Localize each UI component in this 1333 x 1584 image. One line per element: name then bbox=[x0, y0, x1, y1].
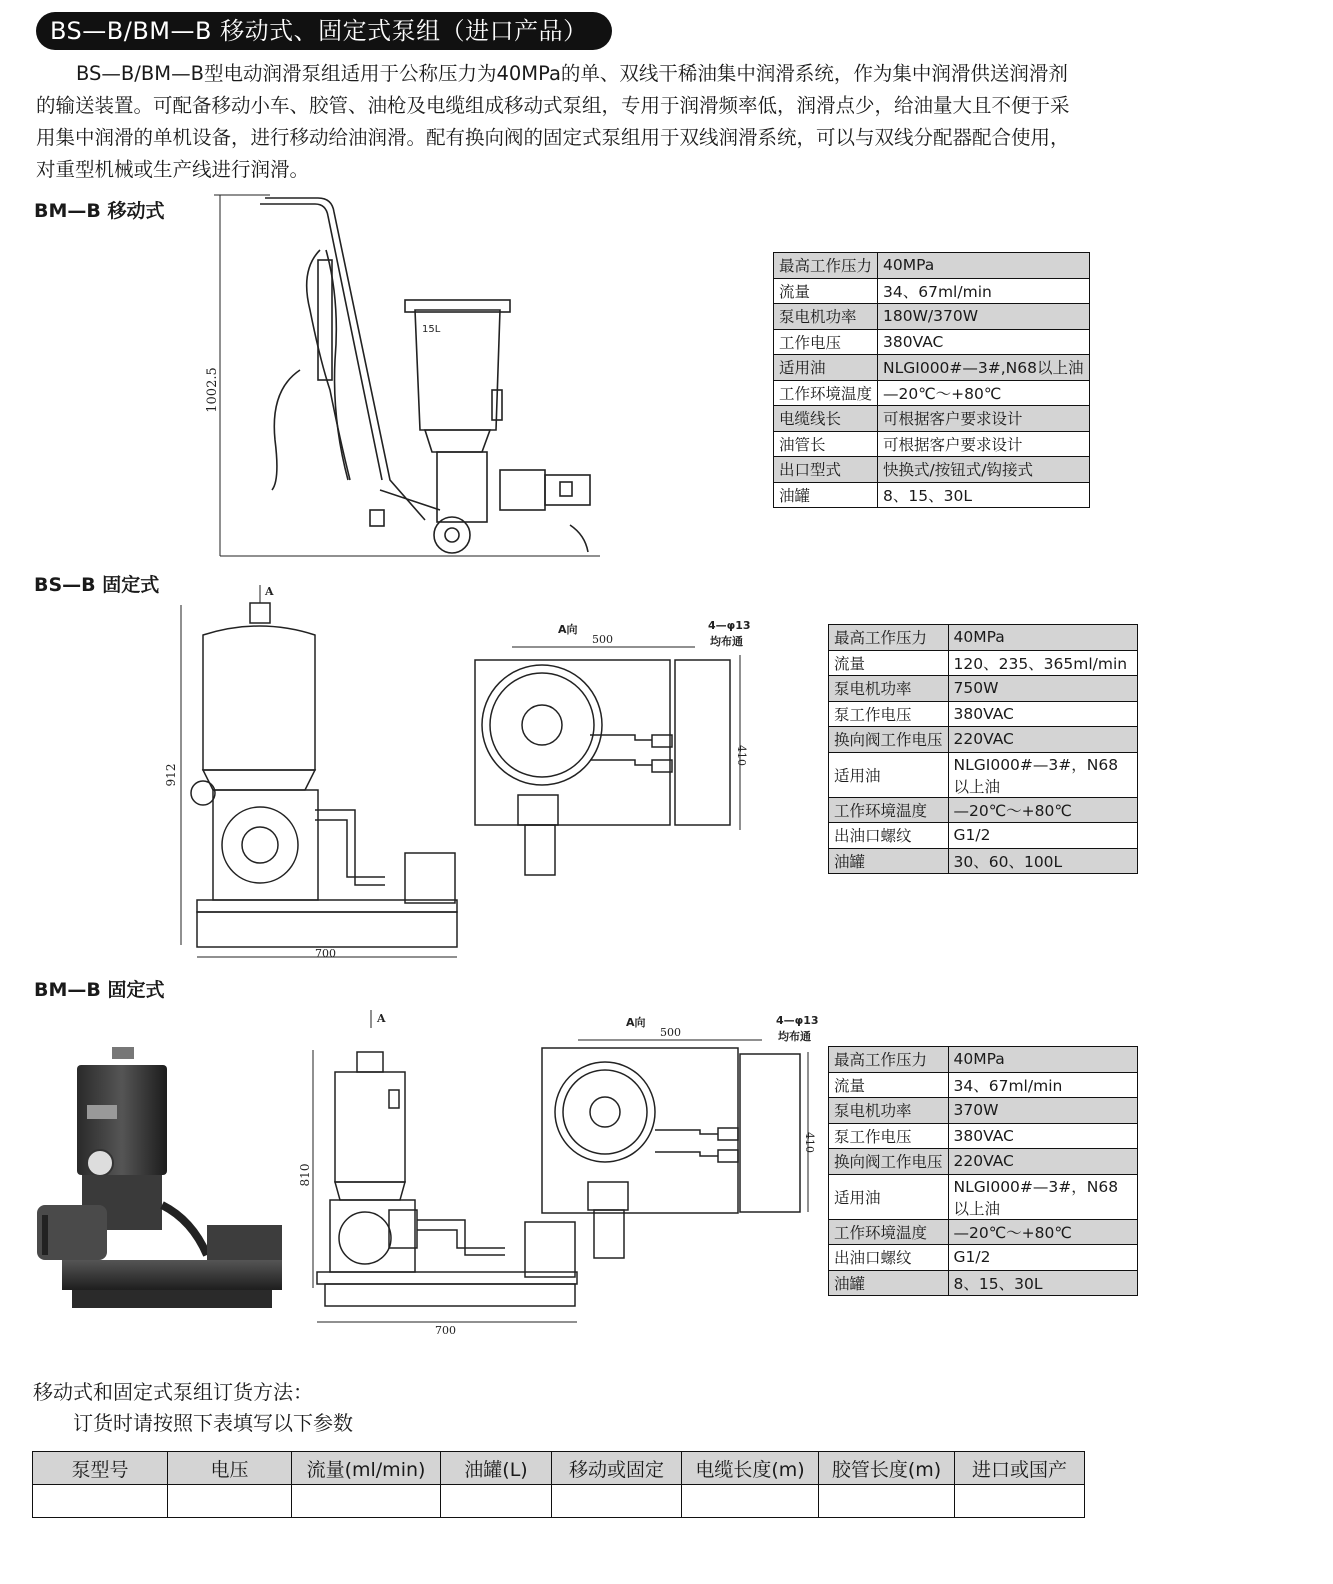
bm-adir-label: A向 bbox=[626, 1016, 646, 1029]
spec-key: 换向阀工作电压 bbox=[829, 1149, 949, 1175]
spec-row bbox=[774, 253, 1090, 279]
section-heading-bm-fixed: BM—B 固定式 bbox=[34, 979, 165, 1001]
spec-key: 油罐 bbox=[829, 848, 949, 874]
order-input-cell[interactable] bbox=[552, 1485, 682, 1518]
spec-key: 换向阀工作电压 bbox=[829, 727, 949, 753]
spec-key: 最高工作压力 bbox=[829, 1047, 949, 1073]
spec-key: 泵工作电压 bbox=[829, 701, 949, 727]
spec-key: 出油口螺纹 bbox=[829, 823, 949, 849]
order-column-header: 胶管长度(m) bbox=[819, 1452, 955, 1485]
spec-value: —20℃～+80℃ bbox=[948, 1219, 1137, 1245]
spec-key: 出油口螺纹 bbox=[829, 1245, 949, 1271]
spec-row bbox=[774, 482, 1090, 508]
spec-row bbox=[829, 1270, 1138, 1296]
bm-holes2-label: 均布通 bbox=[778, 1030, 811, 1043]
spec-row bbox=[829, 701, 1138, 727]
spec-value: 可根据客户要求设计 bbox=[878, 431, 1089, 457]
spec-key: 适用油 bbox=[774, 355, 878, 381]
order-heading: 移动式和固定式泵组订货方法： bbox=[33, 1380, 313, 1404]
bm-mobile-drawing bbox=[200, 190, 620, 560]
spec-value: 40MPa bbox=[948, 1047, 1137, 1073]
order-input-cell[interactable] bbox=[819, 1485, 955, 1518]
spec-value: 370W bbox=[948, 1098, 1137, 1124]
spec-key: 工作电压 bbox=[774, 329, 878, 355]
spec-value: NLGI000#—3#，N68以上油 bbox=[948, 1174, 1137, 1219]
spec-row bbox=[774, 457, 1090, 483]
spec-row bbox=[829, 1245, 1138, 1271]
spec-value: 34、67ml/min bbox=[948, 1072, 1137, 1098]
spec-value: 220VAC bbox=[948, 1149, 1137, 1175]
bm-height-label: 810 bbox=[298, 1163, 312, 1187]
spec-value: 380VAC bbox=[878, 329, 1089, 355]
bm-width-label: 700 bbox=[435, 1324, 456, 1337]
spec-row bbox=[774, 355, 1090, 381]
spec-table-bm-fixed bbox=[828, 1046, 1138, 1296]
spec-key: 最高工作压力 bbox=[774, 253, 878, 279]
order-input-cell[interactable] bbox=[33, 1485, 168, 1518]
order-input-cell[interactable] bbox=[168, 1485, 292, 1518]
spec-value: —20℃～+80℃ bbox=[948, 797, 1137, 823]
spec-table-bm-mobile bbox=[773, 252, 1090, 508]
spec-key: 油罐 bbox=[829, 1270, 949, 1296]
spec-key: 流量 bbox=[774, 278, 878, 304]
spec-row bbox=[829, 650, 1138, 676]
spec-value: 40MPa bbox=[948, 625, 1137, 651]
section-heading-bs-fixed: BS—B 固定式 bbox=[34, 574, 160, 596]
bs-holes-label: 4—φ13 bbox=[708, 619, 751, 632]
order-column-header: 电缆长度(m) bbox=[682, 1452, 819, 1485]
bm-span-label: 500 bbox=[660, 1026, 681, 1039]
order-column-header: 油罐(L) bbox=[441, 1452, 552, 1485]
spec-row bbox=[829, 1149, 1138, 1175]
spec-value: —20℃～+80℃ bbox=[878, 380, 1089, 406]
spec-row bbox=[829, 1098, 1138, 1124]
spec-value: 8、15、30L bbox=[878, 482, 1089, 508]
bm-fixed-top-drawing bbox=[540, 1012, 830, 1272]
spec-row bbox=[829, 676, 1138, 702]
spec-value: NLGI000#—3#,N68以上油 bbox=[878, 355, 1089, 381]
page-title: BS—B/BM—B 移动式、固定式泵组（进口产品） bbox=[36, 12, 612, 50]
spec-value: 180W/370W bbox=[878, 304, 1089, 330]
spec-key: 适用油 bbox=[829, 752, 949, 797]
spec-row bbox=[829, 797, 1138, 823]
spec-value: 380VAC bbox=[948, 701, 1137, 727]
spec-value: 380VAC bbox=[948, 1123, 1137, 1149]
bs-depth-label: 410 bbox=[735, 745, 748, 766]
bs-span-label: 500 bbox=[592, 633, 613, 646]
spec-key: 流量 bbox=[829, 1072, 949, 1098]
spec-row bbox=[829, 1219, 1138, 1245]
order-column-header: 电压 bbox=[168, 1452, 292, 1485]
spec-key: 油管长 bbox=[774, 431, 878, 457]
order-input-cell[interactable] bbox=[955, 1485, 1085, 1518]
spec-value: NLGI000#—3#，N68以上油 bbox=[948, 752, 1137, 797]
spec-key: 适用油 bbox=[829, 1174, 949, 1219]
spec-key: 泵电机功率 bbox=[829, 1098, 949, 1124]
bs-adir-label: A向 bbox=[558, 623, 578, 636]
spec-key: 工作环境温度 bbox=[774, 380, 878, 406]
order-column-header: 进口或国产 bbox=[955, 1452, 1085, 1485]
spec-row bbox=[829, 1072, 1138, 1098]
spec-key: 泵工作电压 bbox=[829, 1123, 949, 1149]
dim-height-label: 1002.5 bbox=[205, 367, 220, 413]
bm-a-label: A bbox=[377, 1012, 386, 1025]
spec-value: 34、67ml/min bbox=[878, 278, 1089, 304]
spec-row bbox=[774, 304, 1090, 330]
spec-row bbox=[829, 1174, 1138, 1219]
spec-key: 油罐 bbox=[774, 482, 878, 508]
spec-value: 快换式/按钮式/钩接式 bbox=[878, 457, 1089, 483]
bs-a-label: A bbox=[265, 585, 274, 598]
section-heading-bm-mobile: BM—B 移动式 bbox=[34, 200, 165, 222]
order-input-cell[interactable] bbox=[292, 1485, 441, 1518]
bs-fixed-top-drawing bbox=[470, 615, 760, 885]
spec-key: 泵电机功率 bbox=[829, 676, 949, 702]
bs-height-label: 912 bbox=[164, 763, 178, 787]
spec-value: 120、235、365ml/min bbox=[948, 650, 1137, 676]
spec-value: 40MPa bbox=[878, 253, 1089, 279]
spec-value: 可根据客户要求设计 bbox=[878, 406, 1089, 432]
spec-row bbox=[774, 431, 1090, 457]
order-column-header: 移动或固定 bbox=[552, 1452, 682, 1485]
spec-value: 220VAC bbox=[948, 727, 1137, 753]
spec-key: 电缆线长 bbox=[774, 406, 878, 432]
spec-key: 泵电机功率 bbox=[774, 304, 878, 330]
spec-key: 流量 bbox=[829, 650, 949, 676]
spec-table-bs-fixed bbox=[828, 624, 1138, 874]
spec-value: G1/2 bbox=[948, 1245, 1137, 1271]
spec-value: 8、15、30L bbox=[948, 1270, 1137, 1296]
bs-holes2-label: 均布通 bbox=[710, 635, 743, 648]
spec-key: 工作环境温度 bbox=[829, 797, 949, 823]
bs-width-label: 700 bbox=[315, 947, 336, 960]
spec-row bbox=[829, 625, 1138, 651]
order-input-cell[interactable] bbox=[682, 1485, 819, 1518]
spec-row bbox=[829, 1123, 1138, 1149]
bm-fixed-product-photo bbox=[32, 1045, 287, 1310]
spec-row bbox=[829, 1047, 1138, 1073]
bs-fixed-front-drawing bbox=[165, 585, 465, 960]
spec-value: 750W bbox=[948, 676, 1137, 702]
spec-value: 30、60、100L bbox=[948, 848, 1137, 874]
spec-key: 工作环境温度 bbox=[829, 1219, 949, 1245]
spec-key: 最高工作压力 bbox=[829, 625, 949, 651]
order-column-header: 泵型号 bbox=[33, 1452, 168, 1485]
order-subheading: 订货时请按照下表填写以下参数 bbox=[73, 1411, 353, 1435]
spec-row bbox=[774, 380, 1090, 406]
spec-row bbox=[829, 752, 1138, 797]
intro-paragraph: BS—B/BM—B型电动润滑泵组适用于公称压力为40MPa的单、双线干稀油集中润滑系统，作为集中润滑供送润滑剂的输送装置。可配备移动小车、胶管、油枪及电缆组成移动式泵组，专用于润滑频率低，润滑点少，给油量大且不便于采用集中润滑的单机设备，进行移动给油润滑。配有换向阀的固定式泵组用于双线润滑系统，可以与双线分配器配合使用，对重型机械或生产线进行润滑。 bbox=[36, 62, 1070, 181]
order-column-header: 流量(ml/min) bbox=[292, 1452, 441, 1485]
order-table bbox=[32, 1451, 1085, 1518]
spec-row bbox=[829, 848, 1138, 874]
spec-row bbox=[774, 278, 1090, 304]
spec-row bbox=[829, 823, 1138, 849]
spec-value: G1/2 bbox=[948, 823, 1137, 849]
spec-key: 出口型式 bbox=[774, 457, 878, 483]
bm-depth-label: 410 bbox=[803, 1132, 816, 1153]
spec-row bbox=[774, 329, 1090, 355]
spec-row bbox=[774, 406, 1090, 432]
spec-row bbox=[829, 727, 1138, 753]
bm-holes-label: 4—φ13 bbox=[776, 1014, 819, 1027]
tank-size-label: 15L bbox=[422, 324, 441, 335]
order-input-cell[interactable] bbox=[441, 1485, 552, 1518]
